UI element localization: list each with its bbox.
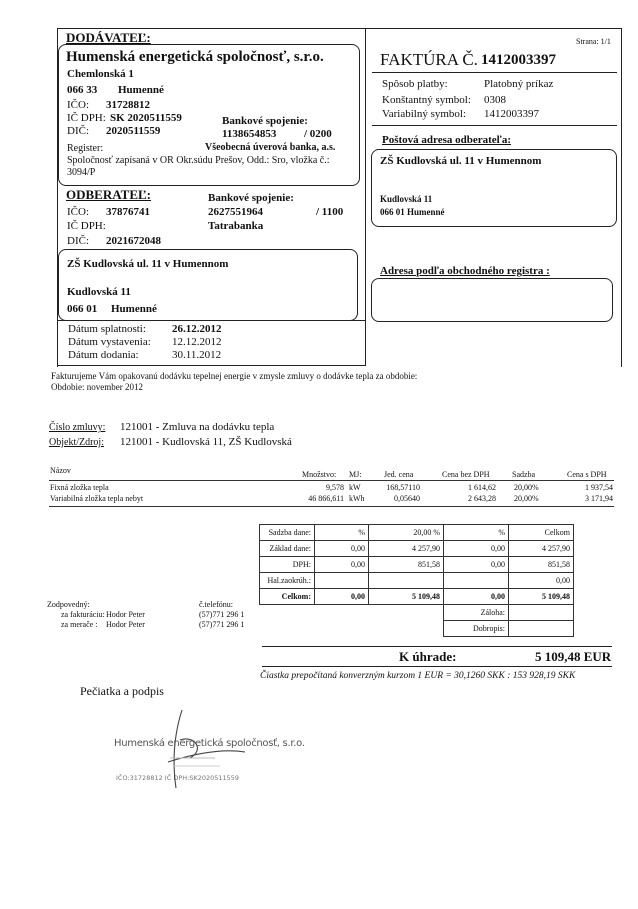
total-20: 5 109,48	[369, 589, 444, 605]
invoice-title-rule	[372, 72, 617, 73]
note-line1: Fakturujeme Vám opakovanú dodávku tepelnej energie v zmysle zmluvy o dodávke tepla za obdobie:	[51, 371, 418, 381]
vat-other: 0,00	[444, 557, 509, 573]
items-bottom-rule	[49, 506, 614, 507]
supplier-dic: 2020511559	[106, 125, 161, 137]
const-symbol: 0308	[484, 94, 506, 106]
row2-rate: 20,00%	[514, 494, 539, 503]
customer-ico: 37876741	[106, 206, 150, 218]
summary-row-rounding	[260, 573, 574, 589]
rounding-label: Hal.zaokrúh.:	[260, 573, 315, 589]
payment-rule-bottom	[262, 666, 612, 667]
supplier-street: Chemlonská 1	[67, 68, 134, 80]
vat-total: 851,58	[509, 557, 574, 573]
due-date: 26.12.2012	[172, 323, 222, 335]
total-label: Celkom:	[260, 589, 315, 605]
base-label: Základ dane:	[260, 541, 315, 557]
contact1-person: Hodor Peter	[106, 610, 145, 619]
supplier-ico: 31728812	[106, 99, 150, 111]
postal-name: ZŠ Kudlovská ul. 11 v Humennom	[380, 155, 542, 167]
payment-label: K úhrade:	[399, 649, 457, 664]
row1-gross: 1 937,54	[585, 483, 613, 492]
dates-divider	[57, 320, 365, 321]
total-0: 0,00	[315, 589, 369, 605]
supplier-bank-name: Všeobecná úverová banka, a.s.	[205, 142, 336, 153]
var-symbol-label: Variabilný symbol:	[382, 108, 467, 120]
vat-label: DPH:	[260, 557, 315, 573]
delivery-label: Dátum dodania:	[68, 349, 139, 361]
row1-qty: 9,578	[326, 483, 344, 492]
note-line2: Obdobie: november 2012	[51, 382, 143, 392]
page-number: Strana: 1/1	[576, 37, 611, 46]
customer-bank-label: Bankové spojenie:	[208, 192, 294, 204]
customer-icdph-label: IČ DPH:	[67, 220, 106, 232]
rate-pct: %	[315, 525, 369, 541]
items-header-rule	[49, 480, 614, 481]
supplier-name: Humenská energetická spoločnosť, s.r.o.	[66, 49, 324, 65]
customer-heading: ODBERATEĽ:	[66, 187, 151, 202]
row2-unit: kWh	[349, 494, 365, 503]
supplier-ico-label: IČO:	[67, 99, 89, 111]
company-stamp-ids: IČO:31728812 IČ DPH:SK2020511559	[116, 774, 240, 782]
summary-row-total	[260, 589, 574, 605]
contact1-role: za fakturáciu:	[61, 610, 105, 619]
supplier-register-line2: 3094/P	[67, 167, 96, 178]
contact2-role: za merače :	[61, 620, 98, 629]
customer-account: 2627551964	[208, 206, 263, 218]
var-symbol: 1412003397	[484, 108, 539, 120]
contact2-phone: (57)771 296 1	[199, 620, 245, 629]
delivery-date: 30.11.2012	[172, 349, 222, 361]
rate-total-col: Celkom	[509, 525, 574, 541]
customer-zip: 066 01	[67, 303, 98, 315]
row1-net: 1 614,62	[468, 483, 496, 492]
supplier-bank-label: Bankové spojenie:	[222, 115, 308, 127]
supplier-city: Humenné	[118, 84, 164, 96]
invoice-number: 1412003397	[481, 52, 556, 68]
postal-zipcity: 066 01 Humenné	[380, 207, 445, 217]
row1-rate: 20,00%	[514, 483, 539, 492]
summary-row-base	[260, 541, 574, 557]
base-0: 0,00	[315, 541, 369, 557]
supplier-heading: DODÁVATEĽ:	[66, 30, 151, 45]
contacts-heading: Zodpovedný:	[47, 600, 90, 609]
stamp-label: Pečiatka a podpis	[80, 684, 164, 698]
base-total: 4 257,90	[509, 541, 574, 557]
supplier-dic-label: DIČ:	[67, 125, 89, 137]
payment-amount: 5 109,48 EUR	[535, 649, 612, 664]
payment-rule	[262, 646, 612, 647]
payment-method-label: Spôsob platby:	[382, 78, 448, 90]
col-gross-header: Cena s DPH	[567, 470, 607, 479]
base-other: 0,00	[444, 541, 509, 557]
dates-bottom-line	[57, 365, 366, 366]
row2-name: Variabilná zložka tepla nebyt	[50, 494, 144, 503]
surcharge-label: Dobropis:	[444, 621, 509, 637]
total-sum: 5 109,48	[509, 589, 574, 605]
col-unit-header: MJ:	[349, 470, 362, 479]
row1-name: Fixná zložka tepla	[50, 483, 109, 492]
customer-dic: 2021672048	[106, 235, 161, 247]
customer-bank-name: Tatrabanka	[208, 220, 264, 232]
registry-box	[371, 278, 613, 322]
supplier-account-code: / 0200	[304, 128, 332, 140]
row1-unit: kW	[349, 483, 361, 492]
vat-20: 851,58	[369, 557, 444, 573]
summary-row-rate	[260, 525, 574, 541]
rate-20: 20,00 %	[369, 525, 444, 541]
object-label: Objekt/Zdroj:	[49, 437, 104, 448]
summary-row-surcharge	[260, 621, 574, 637]
rate-pct2: %	[444, 525, 509, 541]
conversion-note: Čiastka prepočítaná konverzným kurzom 1 EUR = 30,1260 SKK : 153 928,19 SKK	[260, 671, 576, 681]
total-other: 0,00	[444, 589, 509, 605]
row2-qty: 46 866,611	[308, 494, 344, 503]
col-net-header: Cena bez DPH	[442, 470, 490, 479]
registry-heading: Adresa podľa obchodného registra :	[380, 265, 550, 277]
object-value: 121001 - Kudlovská 11, ZŠ Kudlovská	[120, 436, 292, 448]
stamp-ghost-lines	[160, 752, 240, 774]
col-rate-header: Sadzba	[512, 470, 536, 479]
supplier-register-label: Register:	[67, 143, 104, 154]
postal-heading: Poštová adresa odberateľa:	[382, 134, 511, 146]
postal-street: Kudlovská 11	[380, 194, 433, 204]
customer-street: Kudlovská 11	[67, 286, 131, 298]
supplier-account: 1138654853	[222, 128, 277, 140]
base-20: 4 257,90	[369, 541, 444, 557]
col-qty-header: Množstvo:	[302, 470, 337, 479]
contact2-person: Hodor Peter	[106, 620, 145, 629]
issued-label: Dátum vystavenia:	[68, 336, 151, 348]
invoice-title: FAKTÚRA Č.	[380, 50, 478, 69]
supplier-icdph-label: IČ DPH:	[67, 112, 106, 124]
contract-label: Číslo zmluvy:	[49, 422, 106, 433]
rate-label: Sadzba dane:	[260, 525, 315, 541]
supplier-zip: 066 33	[67, 84, 98, 96]
contact1-phone: (57)771 296 1	[199, 610, 245, 619]
row2-price: 0,05640	[394, 494, 420, 503]
header-divider	[365, 28, 366, 366]
supplier-icdph: SK 2020511559	[110, 112, 182, 124]
supplier-register-line1: Spoločnosť zapísaná v OR Okr.súdu Prešov, Odd.: Sro, vložka č.:	[67, 155, 330, 166]
col-name-header: Názov	[50, 466, 71, 475]
rounding-value: 0,00	[509, 573, 574, 589]
const-symbol-label: Konštantný symbol:	[382, 94, 471, 106]
customer-dic-label: DIČ:	[67, 235, 89, 247]
customer-ico-label: IČO:	[67, 206, 89, 218]
row2-gross: 3 171,94	[585, 494, 613, 503]
summary-row-vat	[260, 557, 574, 573]
invoice-info-rule	[372, 125, 617, 126]
signature	[150, 700, 270, 795]
deposit-label: Záloha:	[444, 605, 509, 621]
vat-0: 0,00	[315, 557, 369, 573]
customer-name: ZŠ Kudlovská ul. 11 v Humennom	[67, 258, 229, 270]
vat-summary-table	[259, 524, 574, 637]
customer-city: Humenné	[111, 303, 157, 315]
phone-heading: č.telefónu:	[199, 600, 233, 609]
issued-date: 12.12.2012	[172, 336, 222, 348]
customer-account-code: / 1100	[316, 206, 344, 218]
contract-value: 121001 - Zmluva na dodávku tepla	[120, 421, 275, 433]
row1-price: 168,57110	[386, 483, 420, 492]
summary-row-deposit	[260, 605, 574, 621]
company-stamp-name: Humenská energetická spoločnosť, s.r.o.	[114, 738, 305, 749]
due-label: Dátum splatnosti:	[68, 323, 146, 335]
payment-method: Platobný príkaz	[484, 78, 554, 90]
col-price-header: Jed. cena	[384, 470, 414, 479]
row2-net: 2 643,28	[468, 494, 496, 503]
